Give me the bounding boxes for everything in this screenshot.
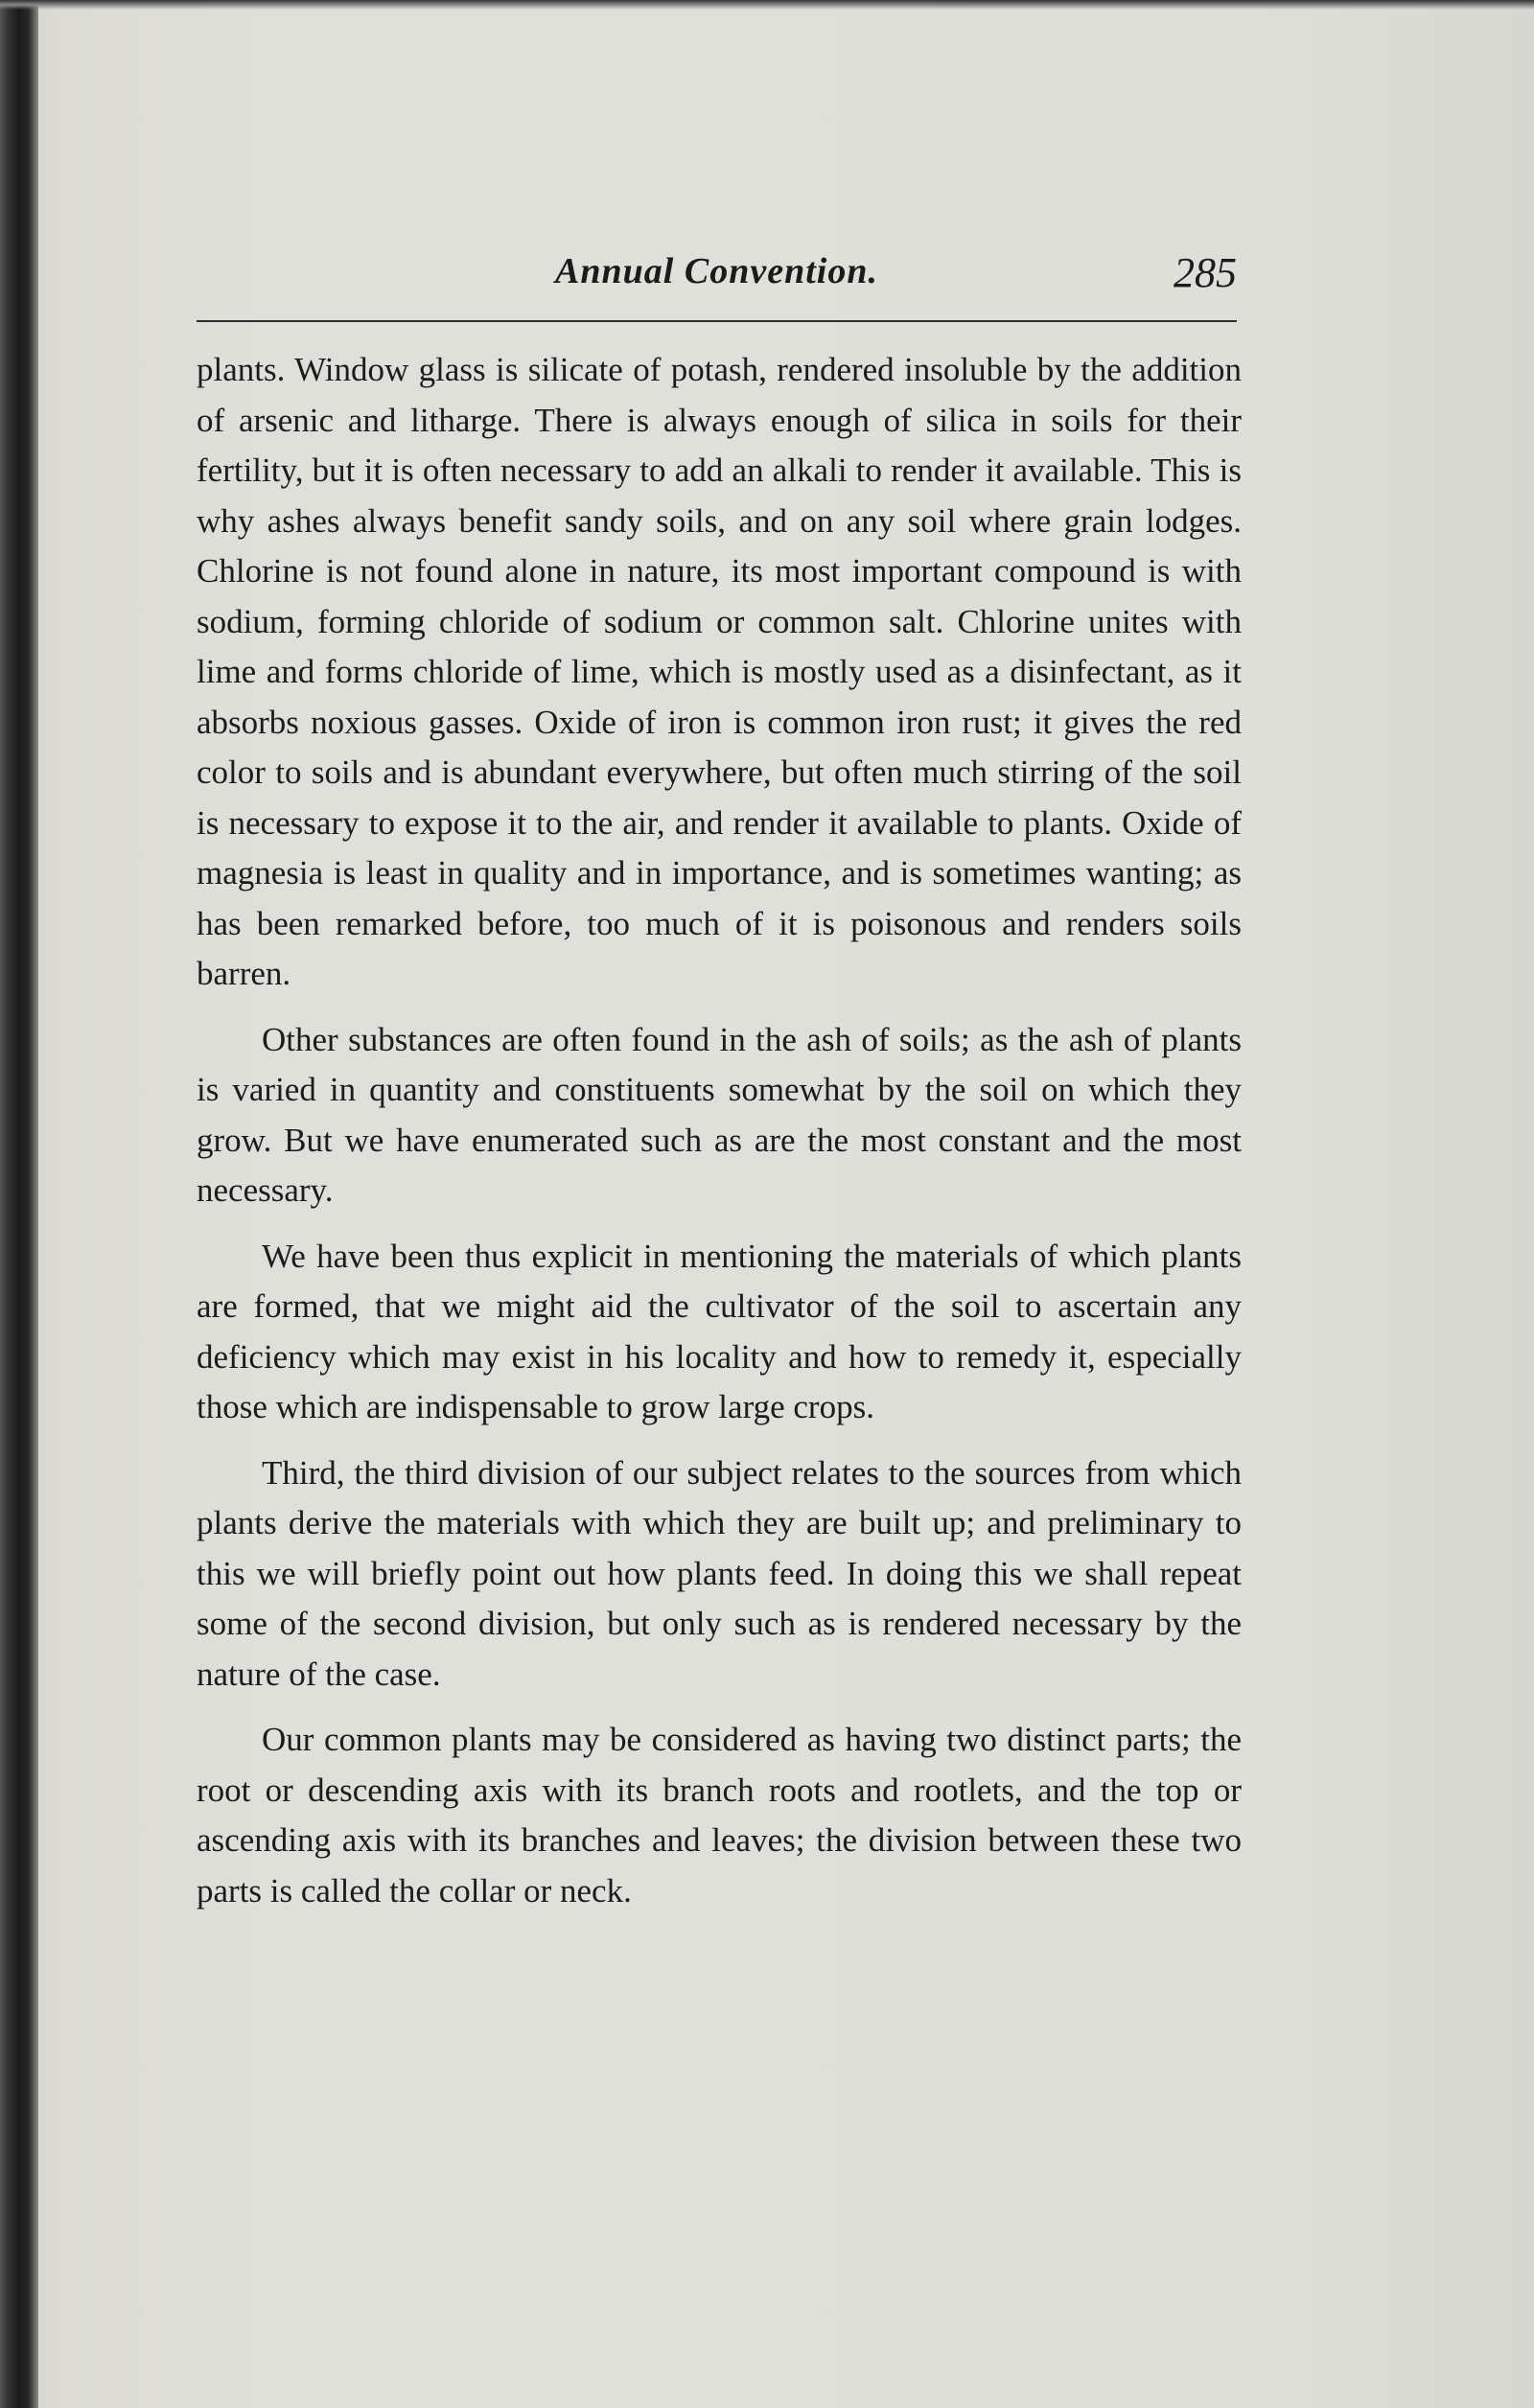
- paragraph-5: Our common plants may be considered as having two distinct parts; the root or descending axis with its branch roots and rootlets, and the top or ascending axis with its branches and leaves; the division between these two parts is called the collar or neck.: [197, 1721, 1242, 1910]
- running-head: [197, 247, 1237, 305]
- paragraph-4: Third, the third division of our subject relates to the sources from which plants derive the materials with which they are built up; and preliminary to this we will briefly point out how plants feed. In doing this we shall repeat some of the second division, but only such as is rendered necessary by the nature of the case.: [197, 1453, 1242, 1693]
- page-top-shadow: [0, 0, 1534, 10]
- paragraph-3: We have been thus explicit in mentioning the materials of which plants are formed, that we might aid the cultivator of the soil to ascertain any deficiency which may exist in his locality and how to remedy it, especially those which are indispensable to grow large crops.: [197, 1237, 1242, 1425]
- paragraph-2: Other substances are often found in the ash of soils; as the ash of plants is varied in quantity and constituents somewhat by the soil on which they grow. But we have enumerated such as are the most constant and the most necessary.: [197, 1020, 1242, 1209]
- header-rule: [197, 320, 1237, 322]
- body-text: [197, 345, 1242, 1932]
- paragraph-1: plants. Window glass is silicate of potash, rendered insoluble by the addition of arsenic and litharge. There is always enough of silica in soils for their fertility, but it is often necessary to add an alkali to render it available. This is why ashes always benefit sandy soils, and on any soil where grain lodges. Chlorine is not found alone in nature, its most important compound is with sodium, forming chloride of sodium or common salt. Chlorine unites with lime and forms chloride of lime, which is mostly used as a disinfectant, as it absorbs noxious gasses. Oxide of iron is common iron rust; it gives the red color to soils and is abundant everywhere, but often much stirring of the soil is necessary to expose it to the air, and render it available to plants. Oxide of magnesia is least in quality and in importance, and is sometimes wanting; as has been remarked before, too much of it is poisonous and renders soils barren.: [197, 351, 1242, 992]
- book-binding-edge: [0, 0, 38, 2408]
- running-title: Annual Convention.: [555, 251, 878, 291]
- page-number: 285: [1174, 249, 1237, 296]
